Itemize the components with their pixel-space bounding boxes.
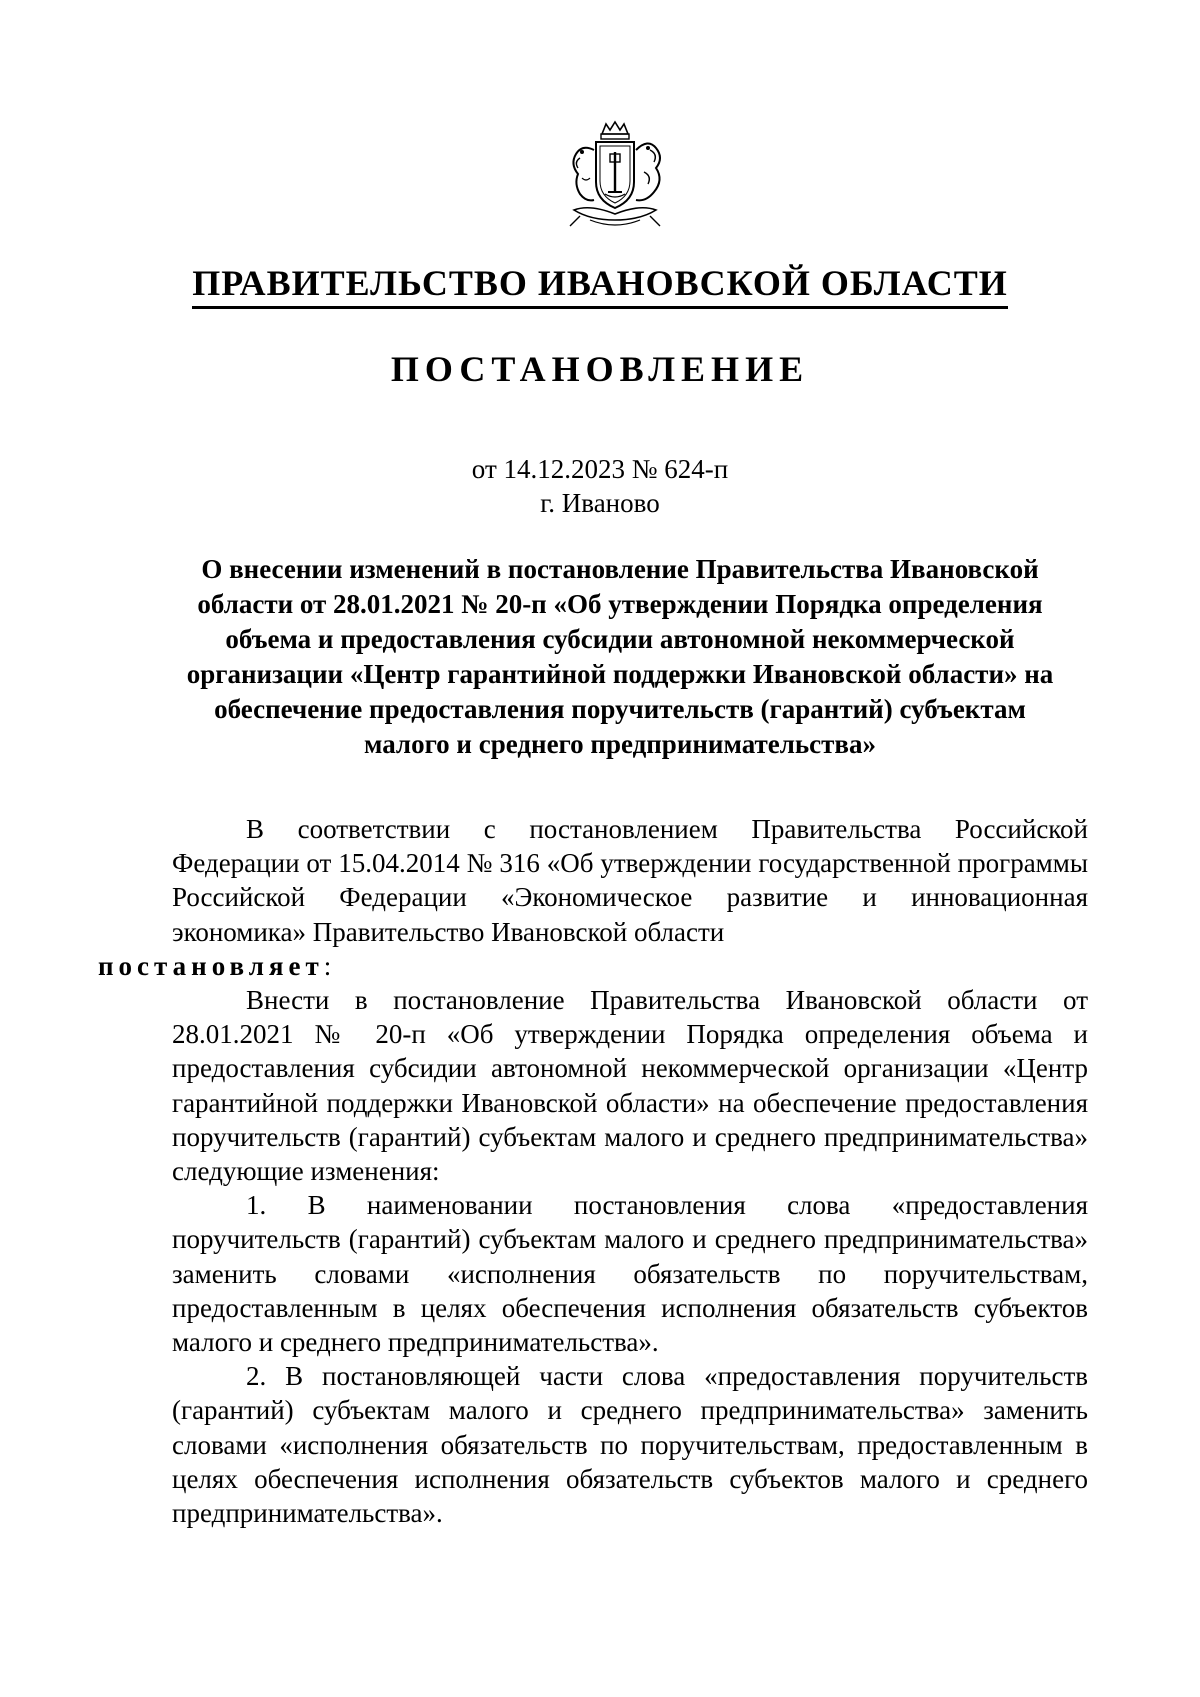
preamble-paragraph: [98, 812, 1088, 983]
government-title: [0, 262, 1200, 309]
intro-paragraph: Внести в постановление Правительства Ивановской области от 28.01.2021 № 20-п «Об утверждении Порядка определения объема и предоставления субсидии автономной некоммерческой организации «Центр гарантийной поддержки Ивановской области» на обеспечение предоставления поручительств (гарантий) субъектам малого и среднего предпринимательства» следующие изменения:: [172, 985, 1088, 1187]
resolves-colon: :: [323, 950, 332, 981]
item-2-paragraph: 2. В постановляющей части слова «предоставления поручительств (гарантий) субъектам малого и среднего предпринимательства» заменить словами «исполнения обязательств по поручительствам, предоставленным в целях обеспечения исполнения обязательств субъектов малого и среднего предпринимательства».: [172, 1361, 1088, 1529]
ivanovo-coat-of-arms-icon: [560, 120, 670, 232]
government-title-text: ПРАВИТЕЛЬСТВО ИВАНОВСКОЙ ОБЛАСТИ: [192, 262, 1008, 309]
document-body: [98, 812, 1088, 1530]
preamble-text: В соответствии с постановлением Правительства Российской Федерации от 15.04.2014 № 316 «Об утверждении государственной программы Российской Федерации «Экономическое развитие и инновационная экономика» Правительство Ивановской области: [172, 814, 1088, 947]
resolves-word: постановляет: [98, 950, 324, 981]
document-date-number: от 14.12.2023 № 624-п: [471, 454, 729, 484]
document-type: ПОСТАНОВЛЕНИЕ: [390, 349, 810, 389]
item-1-paragraph: 1. В наименовании постановления слова «предоставления поручительств (гарантий) субъектам малого и среднего предпринимательства» заменить словами «исполнения обязательств по поручительствам, предоставленным в целях обеспечения исполнения обязательств субъектов малого и среднего предпринимательства».: [172, 1190, 1088, 1358]
document-subject: О внесении изменений в постановление Правительства Ивановской области от 28.01.2021 № 20-п «Об утверждении Порядка определения объема и предоставления субсидии автономной некоммерческой организации «Центр гарантийной поддержки Ивановской области» на обеспечение предоставления поручительств (гарантий) субъектам малого и среднего предпринимательства»: [186, 554, 1054, 759]
document-city: г. Иваново: [540, 488, 660, 518]
